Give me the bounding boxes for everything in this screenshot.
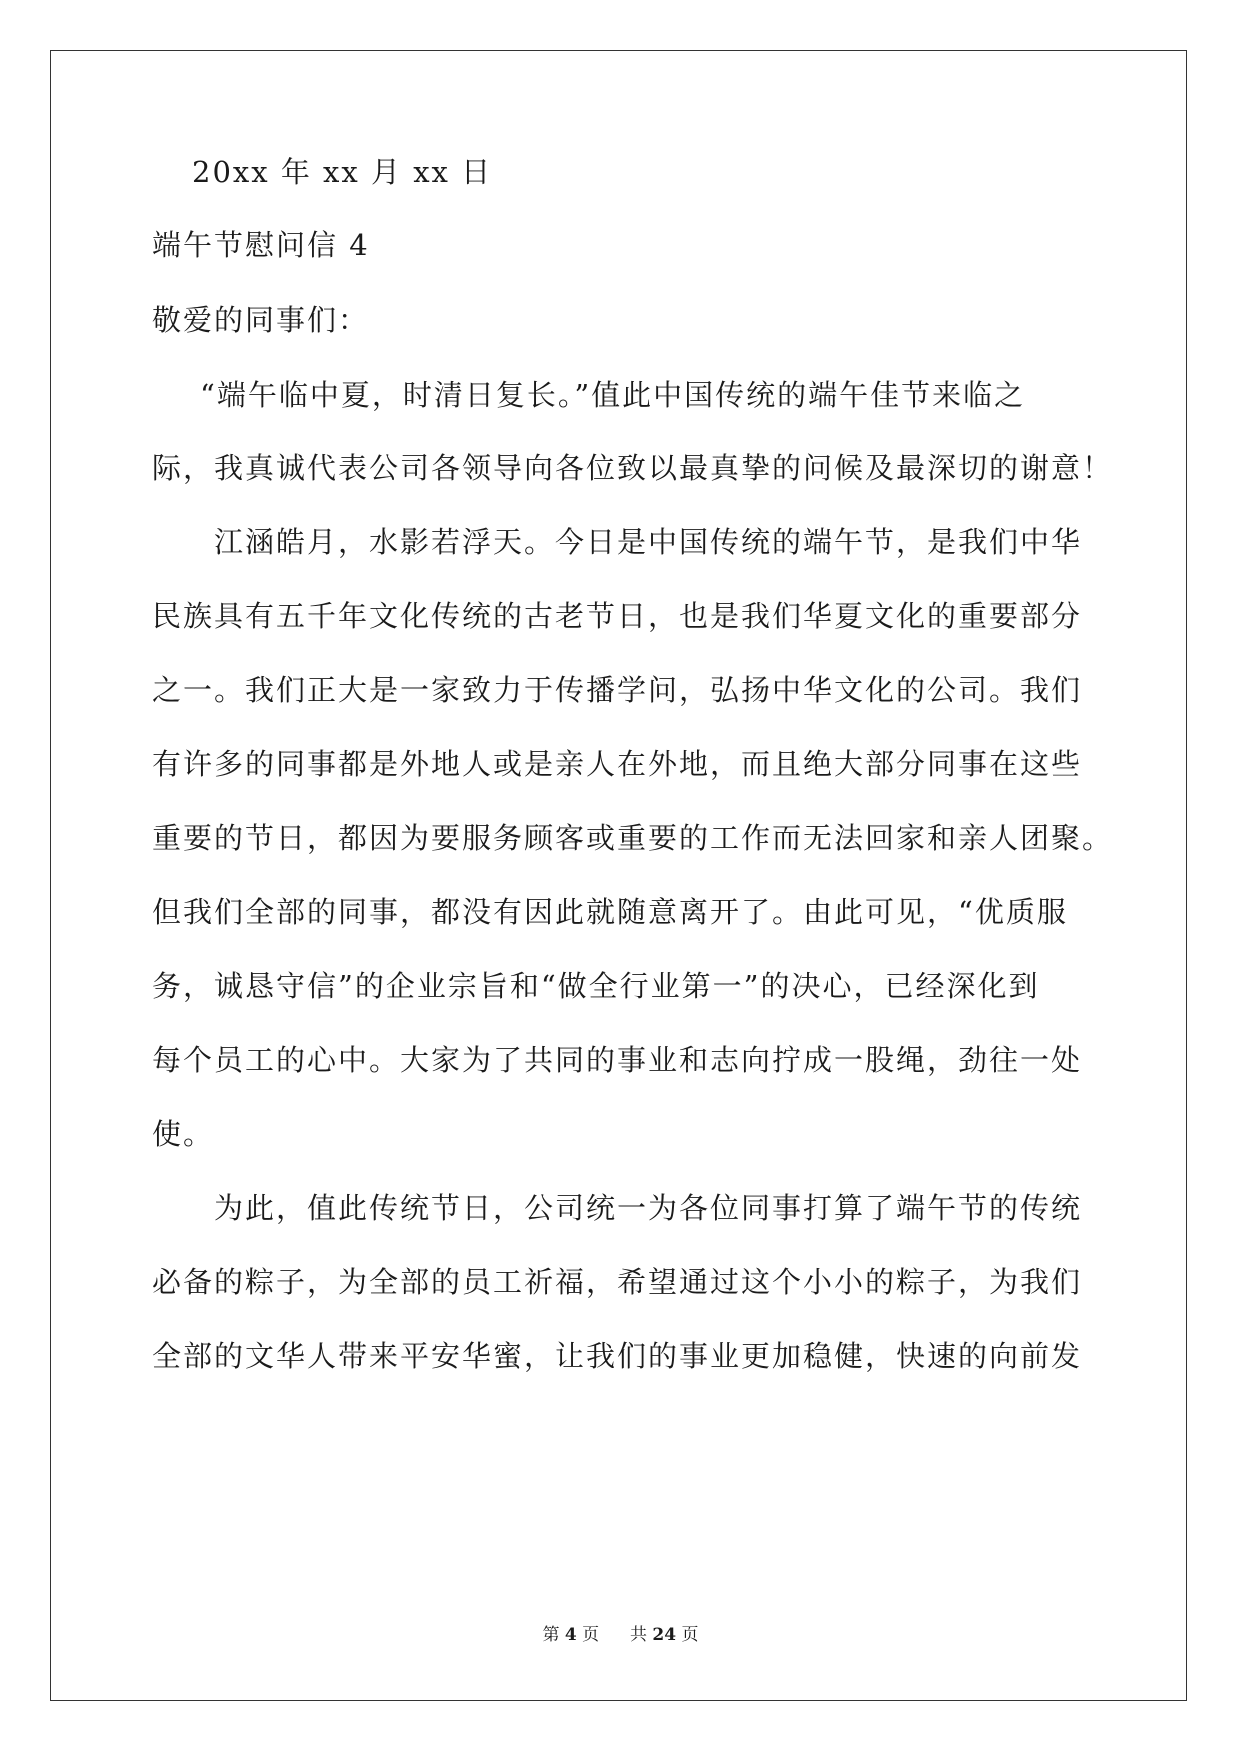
paragraph-line: 每个员工的心中。大家为了共同的事业和志向拧成一股绳，劲往一处 [152, 1043, 1083, 1077]
total-suffix: 页 [681, 1625, 699, 1645]
paragraph-line: 之一。我们正大是一家致力于传播学问，弘扬中华文化的公司。我们 [152, 673, 1083, 707]
paragraph-line: 务，诚恳守信”的企业宗旨和“做全行业第一”的决心，已经深化到 [152, 969, 1040, 1003]
page-total: 24 [652, 1625, 677, 1645]
paragraph-line: 但我们全部的同事，都没有因此就随意离开了。由此可见，“优质服 [152, 895, 1068, 929]
paragraph-line: 江涵皓月，水影若浮天。今日是中国传统的端午节，是我们中华 [214, 525, 1083, 559]
letter-date: 20xx 年 xx 月 xx 日 [192, 155, 493, 189]
paragraph-line: 民族具有五千年文化传统的古老节日，也是我们华夏文化的重要部分 [152, 599, 1083, 633]
page-number: 4 [564, 1625, 577, 1645]
page-suffix: 页 [582, 1625, 600, 1645]
paragraph-line: 必备的粽子，为全部的员工祈福，希望通过这个小小的粽子，为我们 [152, 1265, 1083, 1299]
page-frame [50, 50, 1187, 1701]
paragraph-line: 全部的文华人带来平安华蜜，让我们的事业更加稳健，快速的向前发 [152, 1339, 1083, 1373]
page-footer [0, 1623, 1241, 1647]
paragraph-line: 为此，值此传统节日，公司统一为各位同事打算了端午节的传统 [214, 1191, 1083, 1225]
page-prefix: 第 [542, 1625, 560, 1645]
paragraph-line: 使。 [152, 1117, 215, 1151]
letter-title: 端午节慰问信 4 [152, 228, 370, 262]
total-prefix: 共 [629, 1625, 647, 1645]
paragraph-line: “端午临中夏，时清日复长。”值此中国传统的端午佳节来临之 [200, 378, 1026, 412]
letter-salutation: 敬爱的同事们： [152, 303, 370, 337]
paragraph-line: 有许多的同事都是外地人或是亲人在外地，而且绝大部分同事在这些 [152, 747, 1083, 781]
paragraph-line: 际，我真诚代表公司各领导向各位致以最真挚的问候及最深切的谢意！ [152, 451, 1114, 485]
paragraph-line: 重要的节日，都因为要服务顾客或重要的工作而无法回家和亲人团聚。 [152, 821, 1114, 855]
